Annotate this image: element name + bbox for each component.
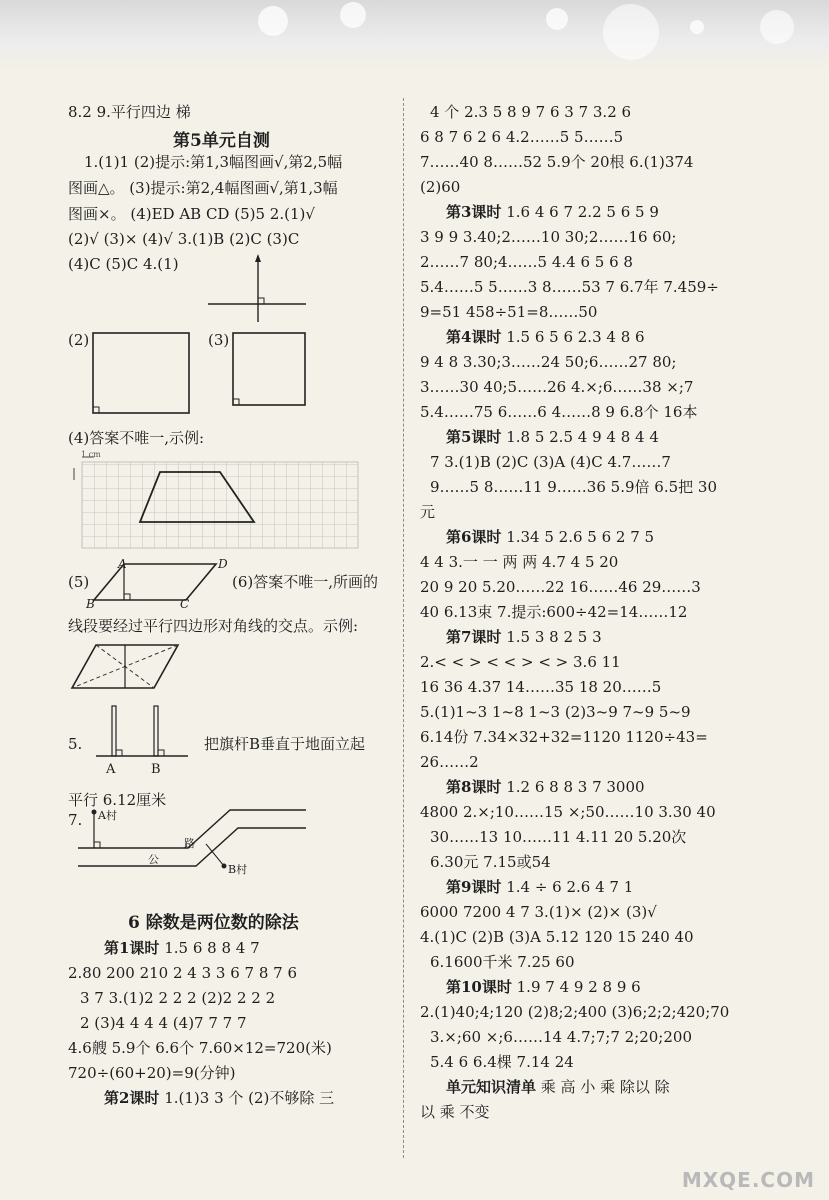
answer-line: 3 9 9 3.40;2……10 30;2……16 60;	[420, 228, 677, 246]
decor-bubble	[760, 10, 794, 44]
answer-line: 7 3.(1)B (2)C (3)A (4)C 4.7……7	[430, 453, 671, 471]
answer-line: 图画△。 (3)提示:第2,4幅图画√,第1,3幅	[68, 179, 338, 197]
decor-bubble	[258, 6, 288, 36]
answer-line: 6.1600千米 7.25 60	[430, 953, 575, 971]
answer-line: 2.(1)40;4;120 (2)8;2;400 (3)6;2;2;420;70	[420, 1003, 730, 1021]
answer-line: 第6课时 1.34 5 2.6 5 6 2 7 5	[446, 528, 655, 546]
answer-line: (2)60	[420, 178, 461, 196]
answer-line: 3……30 40;5……26 4.×;6……38 ×;7	[420, 378, 694, 396]
answer-line: 平行 6.12厘米	[68, 791, 167, 809]
answer-line: 6 8 7 6 2 6 4.2……5 5……5	[420, 128, 624, 146]
answer-line: 第10课时 1.9 7 4 9 2 8 9 6	[446, 978, 641, 996]
answer-line: 元	[420, 503, 436, 521]
decor-bubble	[603, 4, 659, 60]
answer-line: 第8课时 1.2 6 8 8 3 7 3000	[446, 778, 645, 796]
answer-line: 20 9 20 5.20……22 16……46 29……3	[420, 578, 701, 596]
answer-line: 720÷(60+20)=9(分钟)	[68, 1064, 236, 1082]
parallelogram-abcd-figure	[90, 560, 230, 608]
answer-line: 16 36 4.37 14……35 18 20……5	[420, 678, 662, 696]
answer-line: 4800 2.×;10……15 ×;50……10 3.30 40	[420, 803, 716, 821]
answer-line: (2)√ (3)× (4)√ 3.(1)B (2)C (3)C	[68, 230, 300, 248]
vertex-label-d: D	[218, 557, 228, 571]
answer-line: (5)	[68, 573, 90, 591]
section-title-unit5: 第5单元自测	[173, 131, 270, 151]
answer-line: 图画×。 (4)ED AB CD (5)5 2.(1)√	[68, 205, 315, 223]
square-figure	[232, 332, 312, 414]
answer-line: 第5课时 1.8 5 2.5 4 9 4 8 4 4	[446, 428, 659, 446]
answer-line: 3.×;60 ×;6……14 4.7;7;7 2;20;200	[430, 1028, 692, 1046]
answer-line: 5.(1)1~3 1~8 1~3 (2)3~9 7~9 5~9	[420, 703, 691, 721]
answer-line: 9=51 458÷51=8……50	[420, 303, 598, 321]
answer-line: (6)答案不唯一,所画的	[232, 573, 379, 591]
answer-line: 4 4 3.一 一 两 两 4.7 4 5 20	[420, 553, 619, 571]
answer-line: 把旗杆B垂直于地面立起	[204, 735, 366, 753]
answer-line: (2)	[68, 331, 90, 349]
flag-label-b: B	[151, 762, 161, 777]
vertex-label-c: C	[180, 597, 190, 611]
answer-line: 第3课时 1.6 4 6 7 2.2 5 6 5 9	[446, 203, 659, 221]
answer-line: 单元知识清单 乘 高 小 乘 除以 除	[446, 1078, 670, 1096]
answer-line: 26……2	[420, 753, 479, 771]
vertex-label-b: B	[86, 597, 95, 611]
answer-line: 4.(1)C (2)B (3)A 5.12 120 15 240 40	[420, 928, 694, 946]
answer-line: 8.2 9.平行四边 梯	[68, 103, 191, 121]
parallelogram-diagonals-figure	[70, 642, 182, 692]
watermark: MXQE.COM	[681, 1168, 815, 1192]
road-label: 路	[184, 837, 195, 850]
road-label-gong: 公	[148, 853, 159, 866]
answer-line: 9 4 8 3.30;3……24 50;6……27 80;	[420, 353, 677, 371]
answer-line: 第4课时 1.5 6 5 6 2.3 4 8 6	[446, 328, 645, 346]
answer-line: (3)	[208, 331, 230, 349]
answer-line: 3 7 3.(1)2 2 2 2 (2)2 2 2 2	[80, 989, 276, 1007]
flag-label-a: A	[106, 762, 116, 777]
answer-line: 40 6.13束 7.提示:600÷42=14……12	[420, 603, 688, 621]
answer-line: 5.4……5 5……3 8……53 7 6.7年 7.459÷	[420, 278, 719, 296]
answer-line: 4 个 2.3 5 8 9 7 6 3 7 3.2 6	[430, 103, 632, 121]
column-divider	[403, 98, 405, 1158]
section-title-chapter6: 6 除数是两位数的除法	[128, 913, 299, 933]
answer-line: 5.4……75 6……6 4……8 9 6.8个 16本	[420, 403, 698, 421]
answer-line: 5.	[68, 735, 83, 753]
answer-line: 以 乘 不变	[420, 1103, 490, 1121]
answer-line: 4.6艘 5.9个 6.6个 7.60×12=720(米)	[68, 1039, 332, 1057]
answer-line: 7……40 8……52 5.9个 20根 6.(1)374	[420, 153, 694, 171]
answer-line: 第1课时 1.5 6 8 8 4 7	[104, 939, 260, 957]
perpendicular-figure	[208, 254, 308, 324]
answer-line: 9……5 8……11 9……36 5.9倍 6.5把 30	[430, 478, 717, 496]
answer-line: (4)答案不唯一,示例:	[68, 429, 205, 447]
answer-line: 2.80 200 210 2 4 3 3 6 7 8 7 6	[68, 964, 297, 982]
answer-line: 第9课时 1.4 ÷ 6 2.6 4 7 1	[446, 878, 634, 896]
answer-line: 2……7 80;4……5 4.4 6 5 6 8	[420, 253, 633, 271]
village-b-label: B村	[228, 863, 248, 876]
header-band	[0, 0, 829, 72]
decor-bubble	[690, 20, 704, 34]
answer-line: 30……13 10……11 4.11 20 5.20次	[430, 828, 687, 846]
rectangle-figure	[92, 332, 192, 416]
answer-line: 线段要经过平行四边形对角线的交点。示例:	[68, 617, 359, 635]
village-a-label: A村	[98, 809, 117, 822]
answer-line: 1.(1)1 (2)提示:第1,3幅图画√,第2,5幅	[84, 153, 343, 171]
answer-line: 第7课时 1.5 3 8 2 5 3	[446, 628, 602, 646]
answer-line: 5.4 6 6.4棵 7.14 24	[430, 1053, 574, 1071]
answer-line: 7.	[68, 811, 83, 829]
unit-1cm-label: 1 cm	[81, 450, 101, 459]
decor-bubble	[546, 8, 568, 30]
answer-line: 6.14份 7.34×32+32=1120 1120÷43=	[420, 728, 708, 746]
flagpoles-figure	[96, 704, 190, 762]
grid-trapezoid-figure	[70, 452, 362, 556]
answer-line: 6.30元 7.15或54	[430, 853, 551, 871]
decor-bubble	[340, 2, 366, 28]
answer-line: 第2课时 1.(1)3 3 个 (2)不够除 三	[104, 1089, 335, 1107]
answer-line: 2 (3)4 4 4 4 (4)7 7 7 7	[80, 1014, 247, 1032]
answer-line: (4)C (5)C 4.(1)	[68, 255, 179, 273]
vertex-label-a: A	[118, 557, 127, 571]
answer-line: 6000 7200 4 7 3.(1)× (2)× (3)√	[420, 903, 657, 921]
answer-line: 2.< < > < < > < > 3.6 11	[420, 653, 621, 671]
